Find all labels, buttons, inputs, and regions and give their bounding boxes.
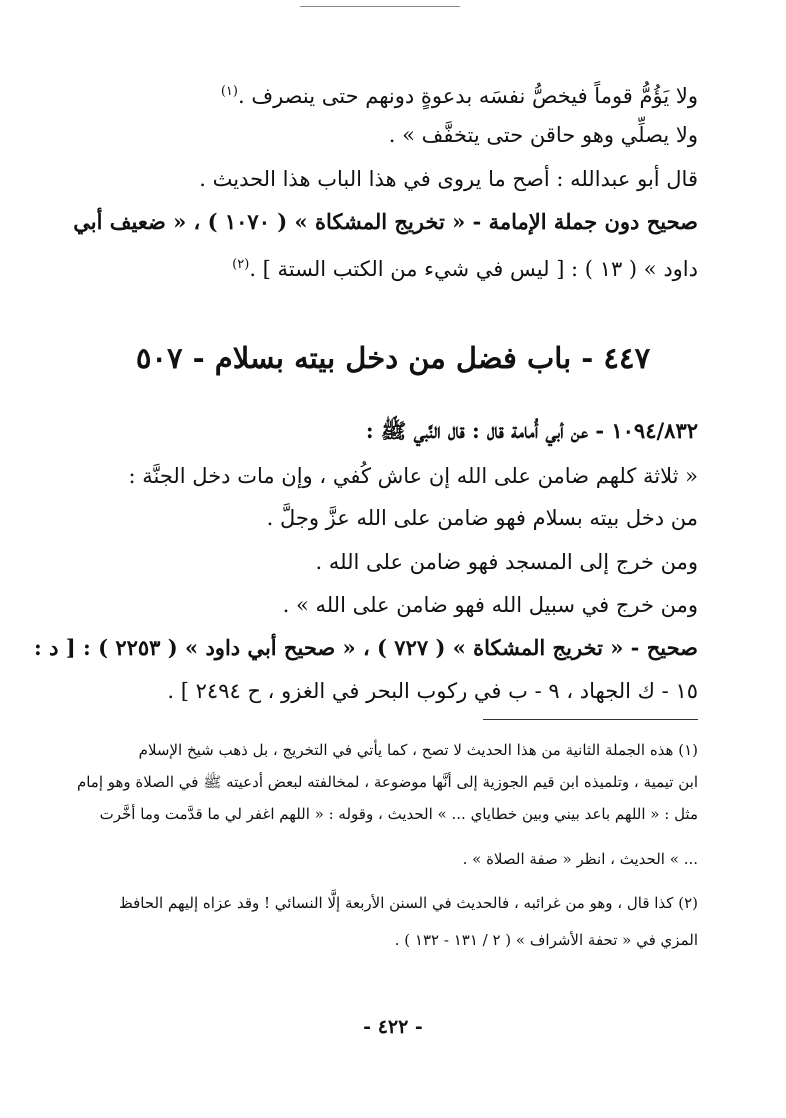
- hadith-text-line: من دخل بيته بسلام فهو ضامن على الله عزَّ وجلَّ .: [266, 506, 698, 530]
- hadith-text-line: « ثلاثة كلهم ضامن على الله إن عاش كُفي ، وإن مات دخل الجنَّة :: [128, 464, 698, 488]
- page-number: - ٤٢٢ -: [363, 1016, 423, 1038]
- hadith-text-line: ومن خرج في سبيل الله فهو ضامن على الله » .: [282, 593, 698, 617]
- hadith-number-line: ١٠٩٤/٨٣٢ - عن أبي أُمامة قال : قال النَّبي ﷺ :: [365, 418, 698, 443]
- text-line: قال أبو عبدالله : أصح ما يروى في هذا الباب هذا الحديث .: [199, 167, 698, 191]
- footnote-line: ابن تيمية ، وتلميذه ابن قيم الجوزية إلى أنَّها موضوعة ، لمخالفته لبعض أدعيته ﷺ في الصلاة وهو إمام: [76, 773, 698, 791]
- reference-line: ١٥ - ك الجهاد ، ٩ - ب في ركوب البحر في الغزو ، ح ٢٤٩٤ ] .: [167, 679, 698, 703]
- footnote-line: (١) هذه الجملة الثانية من هذا الحديث لا تصح ، كما يأتي في التخريج ، بل ذهب شيخ الإسلام: [138, 741, 698, 759]
- footnote-line: المزي في « تحفة الأشراف » ( ٢ / ١٣١ - ١٣٢ ) .: [394, 931, 698, 949]
- grading-line: صحيح دون جملة الإمامة - « تخريج المشكاة » ( ١٠٧٠ ) ، « ضعيف أبي: [73, 209, 698, 234]
- text-line-content: داود » ( ١٣ ) : [ ليس في شيء من الكتب الستة ] .: [249, 257, 698, 281]
- footnote-separator: [483, 719, 698, 720]
- hadith-text-line: ومن خرج إلى المسجد فهو ضامن على الله .: [315, 550, 698, 574]
- footnote-line: مثل : « اللهم باعد بيني وبين خطاياي ... » الحديث ، وقوله : « اللهم اغفر لي ما قدَّمت وما أخَّرت: [99, 805, 698, 823]
- footnote-line: (٢) كذا قال ، وهو من غرائبه ، فالحديث في السنن الأربعة إلَّا النسائي ! وقد عزاه إليهم الحافظ: [118, 894, 698, 912]
- footnote-marker: (١): [220, 84, 238, 99]
- grading-line: صحيح - « تخريج المشكاة » ( ٧٢٧ ) ، « صحيح أبي داود » ( ٢٢٥٣ ) : [ د :: [34, 635, 698, 660]
- footnote-marker: (٢): [232, 257, 250, 272]
- chapter-title: ٤٤٧ - باب فضل من دخل بيته بسلام - ٥٠٧: [135, 341, 651, 375]
- text-line-content: ولا يَؤُمُّ قوماً فيخصُّ نفسَه بدعوةٍ دونهم حتى ينصرف .: [237, 84, 698, 108]
- text-line: [80, 249, 698, 285]
- text-line: ولا يصلِّي وهو حاقن حتى يتخفَّف » .: [388, 123, 698, 147]
- top-edge-rule: [300, 6, 460, 7]
- text-line: [80, 76, 698, 112]
- footnote-line: ... » الحديث ، انظر « صفة الصلاة » .: [462, 850, 698, 868]
